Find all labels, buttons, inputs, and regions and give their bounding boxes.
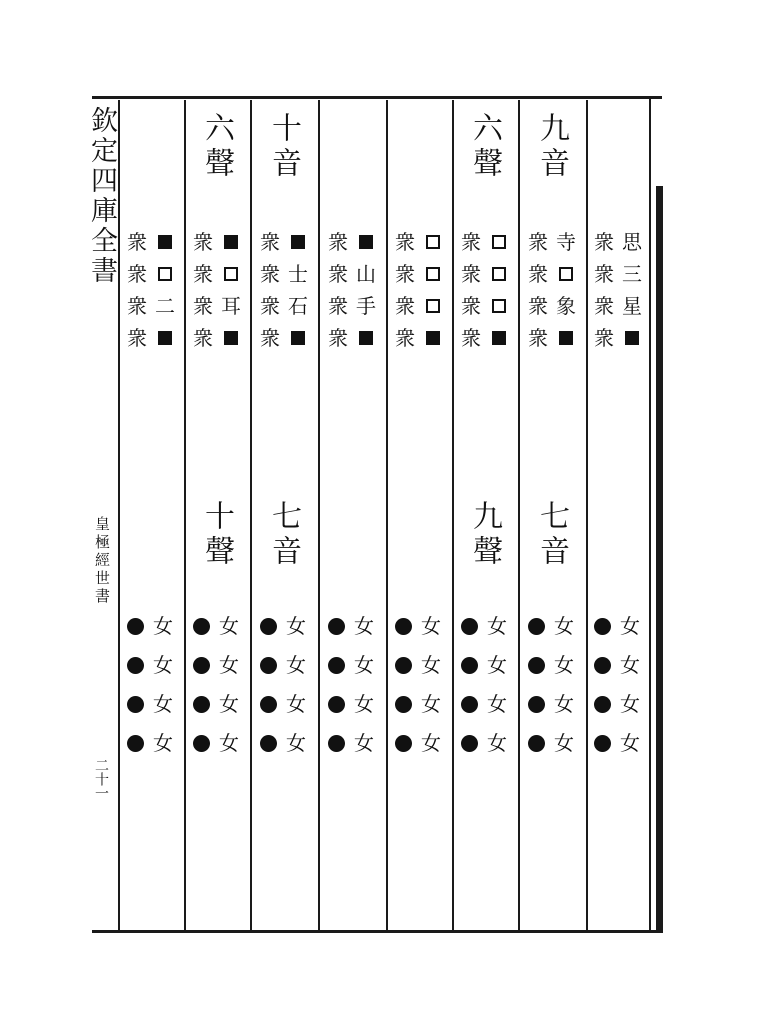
column-header: 六聲: [467, 112, 502, 182]
glyph: 衆: [528, 294, 548, 318]
tone-dot-icon: [193, 618, 210, 635]
collection-title: 欽定四庫全書: [86, 106, 117, 286]
tone-dot-icon: [594, 696, 611, 713]
column-subheader: 十聲: [199, 500, 234, 570]
tone-character: 女: [354, 692, 374, 716]
right-thick-border: [656, 186, 663, 933]
glyph: 衆: [395, 326, 415, 350]
glyph: 衆: [528, 230, 548, 254]
glyph: 思: [622, 230, 642, 254]
tone-dot-icon: [395, 657, 412, 674]
tone-dot-icon: [594, 735, 611, 752]
tone-dot-icon: [395, 735, 412, 752]
glyph: 衆: [193, 262, 213, 286]
empty-square-icon: [426, 267, 440, 281]
tone-character: 女: [286, 692, 306, 716]
column-header: 六聲: [199, 112, 234, 182]
glyph: 衆: [594, 294, 614, 318]
tone-character: 女: [421, 692, 441, 716]
tone-character: 女: [219, 653, 239, 677]
tone-dot-icon: [461, 696, 478, 713]
glyph: 手: [356, 294, 376, 318]
filled-square-icon: [291, 235, 305, 249]
glyph: 衆: [594, 326, 614, 350]
glyph: 衆: [193, 326, 213, 350]
tone-character: 女: [620, 653, 640, 677]
tone-character: 女: [354, 614, 374, 638]
tone-dot-icon: [193, 657, 210, 674]
column-divider: [318, 100, 320, 930]
glyph: 衆: [594, 230, 614, 254]
tone-character: 女: [620, 731, 640, 755]
page-frame: [92, 96, 664, 934]
glyph: 三: [622, 262, 642, 286]
glyph-column: [488, 232, 510, 348]
glyph: 衆: [260, 326, 280, 350]
tone-character: 女: [421, 653, 441, 677]
glyph: 衆: [528, 326, 548, 350]
tone-character: 女: [354, 653, 374, 677]
filled-square-icon: [559, 331, 573, 345]
tone-character: 女: [554, 731, 574, 755]
glyph-column: [220, 232, 242, 348]
glyph-column: [460, 232, 482, 348]
tone-character: 女: [554, 653, 574, 677]
column-divider: [452, 100, 454, 930]
column-divider: [184, 100, 186, 930]
tone-dot-icon: [594, 657, 611, 674]
tone-dot-icon: [260, 696, 277, 713]
tone-character: 女: [354, 731, 374, 755]
book-title: 皇極經世書: [93, 516, 111, 606]
empty-square-icon: [492, 299, 506, 313]
glyph: 衆: [127, 294, 147, 318]
glyph-column: [394, 232, 416, 348]
column-header: 十音: [266, 112, 301, 182]
tone-character: 女: [286, 614, 306, 638]
glyph-column: [355, 232, 377, 348]
tone-character: 女: [554, 614, 574, 638]
tone-dot-icon: [528, 657, 545, 674]
tone-character: 女: [219, 614, 239, 638]
glyph: 衆: [328, 294, 348, 318]
glyph: 衆: [461, 262, 481, 286]
top-border: [92, 96, 662, 99]
column-divider: [250, 100, 252, 930]
empty-square-icon: [158, 267, 172, 281]
tone-dot-icon: [461, 618, 478, 635]
glyph-column: [422, 232, 444, 348]
glyph: 寺: [556, 230, 576, 254]
column-divider: [386, 100, 388, 930]
tone-character: 女: [219, 731, 239, 755]
filled-square-icon: [291, 331, 305, 345]
glyph: 衆: [528, 262, 548, 286]
glyph: 星: [622, 294, 642, 318]
tone-character: 女: [487, 614, 507, 638]
tone-character: 女: [554, 692, 574, 716]
tone-dot-icon: [328, 735, 345, 752]
filled-square-icon: [158, 235, 172, 249]
column-divider: [518, 100, 520, 930]
tone-dot-icon: [193, 696, 210, 713]
tone-dot-icon: [528, 735, 545, 752]
tone-character: 女: [487, 653, 507, 677]
bottom-border: [92, 930, 662, 933]
filled-square-icon: [359, 235, 373, 249]
empty-square-icon: [224, 267, 238, 281]
filled-square-icon: [426, 331, 440, 345]
glyph-column: [327, 232, 349, 348]
tone-character: 女: [487, 692, 507, 716]
glyph-column: [287, 232, 309, 348]
tone-dot-icon: [260, 657, 277, 674]
glyph: 衆: [594, 262, 614, 286]
glyph: 二: [155, 294, 175, 318]
empty-square-icon: [426, 235, 440, 249]
filled-square-icon: [224, 331, 238, 345]
tone-dot-icon: [127, 735, 144, 752]
tone-dot-icon: [193, 735, 210, 752]
glyph: 衆: [461, 294, 481, 318]
column-subheader: 九聲: [467, 500, 502, 570]
tone-dot-icon: [127, 696, 144, 713]
glyph: 衆: [395, 294, 415, 318]
tone-character: 女: [421, 731, 441, 755]
glyph: 衆: [461, 230, 481, 254]
tone-character: 女: [487, 731, 507, 755]
glyph: 衆: [395, 262, 415, 286]
tone-dot-icon: [328, 618, 345, 635]
tone-dot-icon: [528, 696, 545, 713]
tone-dot-icon: [528, 618, 545, 635]
glyph-column: [621, 232, 643, 348]
empty-square-icon: [559, 267, 573, 281]
tone-dot-icon: [260, 735, 277, 752]
column-subheader: 七音: [534, 500, 569, 570]
tone-dot-icon: [594, 618, 611, 635]
tone-character: 女: [153, 614, 173, 638]
glyph: 衆: [328, 326, 348, 350]
column-header: 九音: [534, 112, 569, 182]
filled-square-icon: [492, 331, 506, 345]
glyph: 石: [288, 294, 308, 318]
glyph-column: [154, 232, 176, 348]
glyph: 衆: [260, 230, 280, 254]
tone-dot-icon: [395, 696, 412, 713]
glyph: 士: [288, 262, 308, 286]
filled-square-icon: [359, 331, 373, 345]
tone-dot-icon: [461, 657, 478, 674]
glyph: 象: [556, 294, 576, 318]
tone-character: 女: [620, 692, 640, 716]
filled-square-icon: [224, 235, 238, 249]
tone-dot-icon: [461, 735, 478, 752]
glyph-column: [259, 232, 281, 348]
glyph: 衆: [127, 326, 147, 350]
glyph: 耳: [221, 294, 241, 318]
empty-square-icon: [426, 299, 440, 313]
glyph: 衆: [193, 294, 213, 318]
tone-character: 女: [620, 614, 640, 638]
right-inner-border: [649, 96, 651, 932]
glyph-column: [527, 232, 549, 348]
glyph: 衆: [193, 230, 213, 254]
glyph-column: [126, 232, 148, 348]
glyph-column: [555, 232, 577, 348]
glyph-column: [192, 232, 214, 348]
tone-dot-icon: [260, 618, 277, 635]
column-divider: [586, 100, 588, 930]
page-margin: [86, 98, 118, 930]
glyph: 衆: [395, 230, 415, 254]
tone-character: 女: [421, 614, 441, 638]
tone-character: 女: [153, 731, 173, 755]
glyph: 衆: [260, 262, 280, 286]
glyph: 山: [356, 262, 376, 286]
column-subheader: 七音: [266, 500, 301, 570]
empty-square-icon: [492, 235, 506, 249]
tone-character: 女: [286, 731, 306, 755]
tone-dot-icon: [127, 618, 144, 635]
tone-character: 女: [286, 653, 306, 677]
tone-dot-icon: [328, 696, 345, 713]
filled-square-icon: [625, 331, 639, 345]
page-number: 二十一: [93, 758, 109, 800]
glyph: 衆: [127, 262, 147, 286]
filled-square-icon: [158, 331, 172, 345]
glyph: 衆: [328, 230, 348, 254]
tone-dot-icon: [395, 618, 412, 635]
tone-character: 女: [219, 692, 239, 716]
tone-dot-icon: [328, 657, 345, 674]
empty-square-icon: [492, 267, 506, 281]
glyph: 衆: [461, 326, 481, 350]
glyph-column: [593, 232, 615, 348]
glyph: 衆: [127, 230, 147, 254]
tone-character: 女: [153, 653, 173, 677]
glyph: 衆: [260, 294, 280, 318]
tone-dot-icon: [127, 657, 144, 674]
tone-character: 女: [153, 692, 173, 716]
glyph: 衆: [328, 262, 348, 286]
column-divider: [118, 100, 120, 930]
